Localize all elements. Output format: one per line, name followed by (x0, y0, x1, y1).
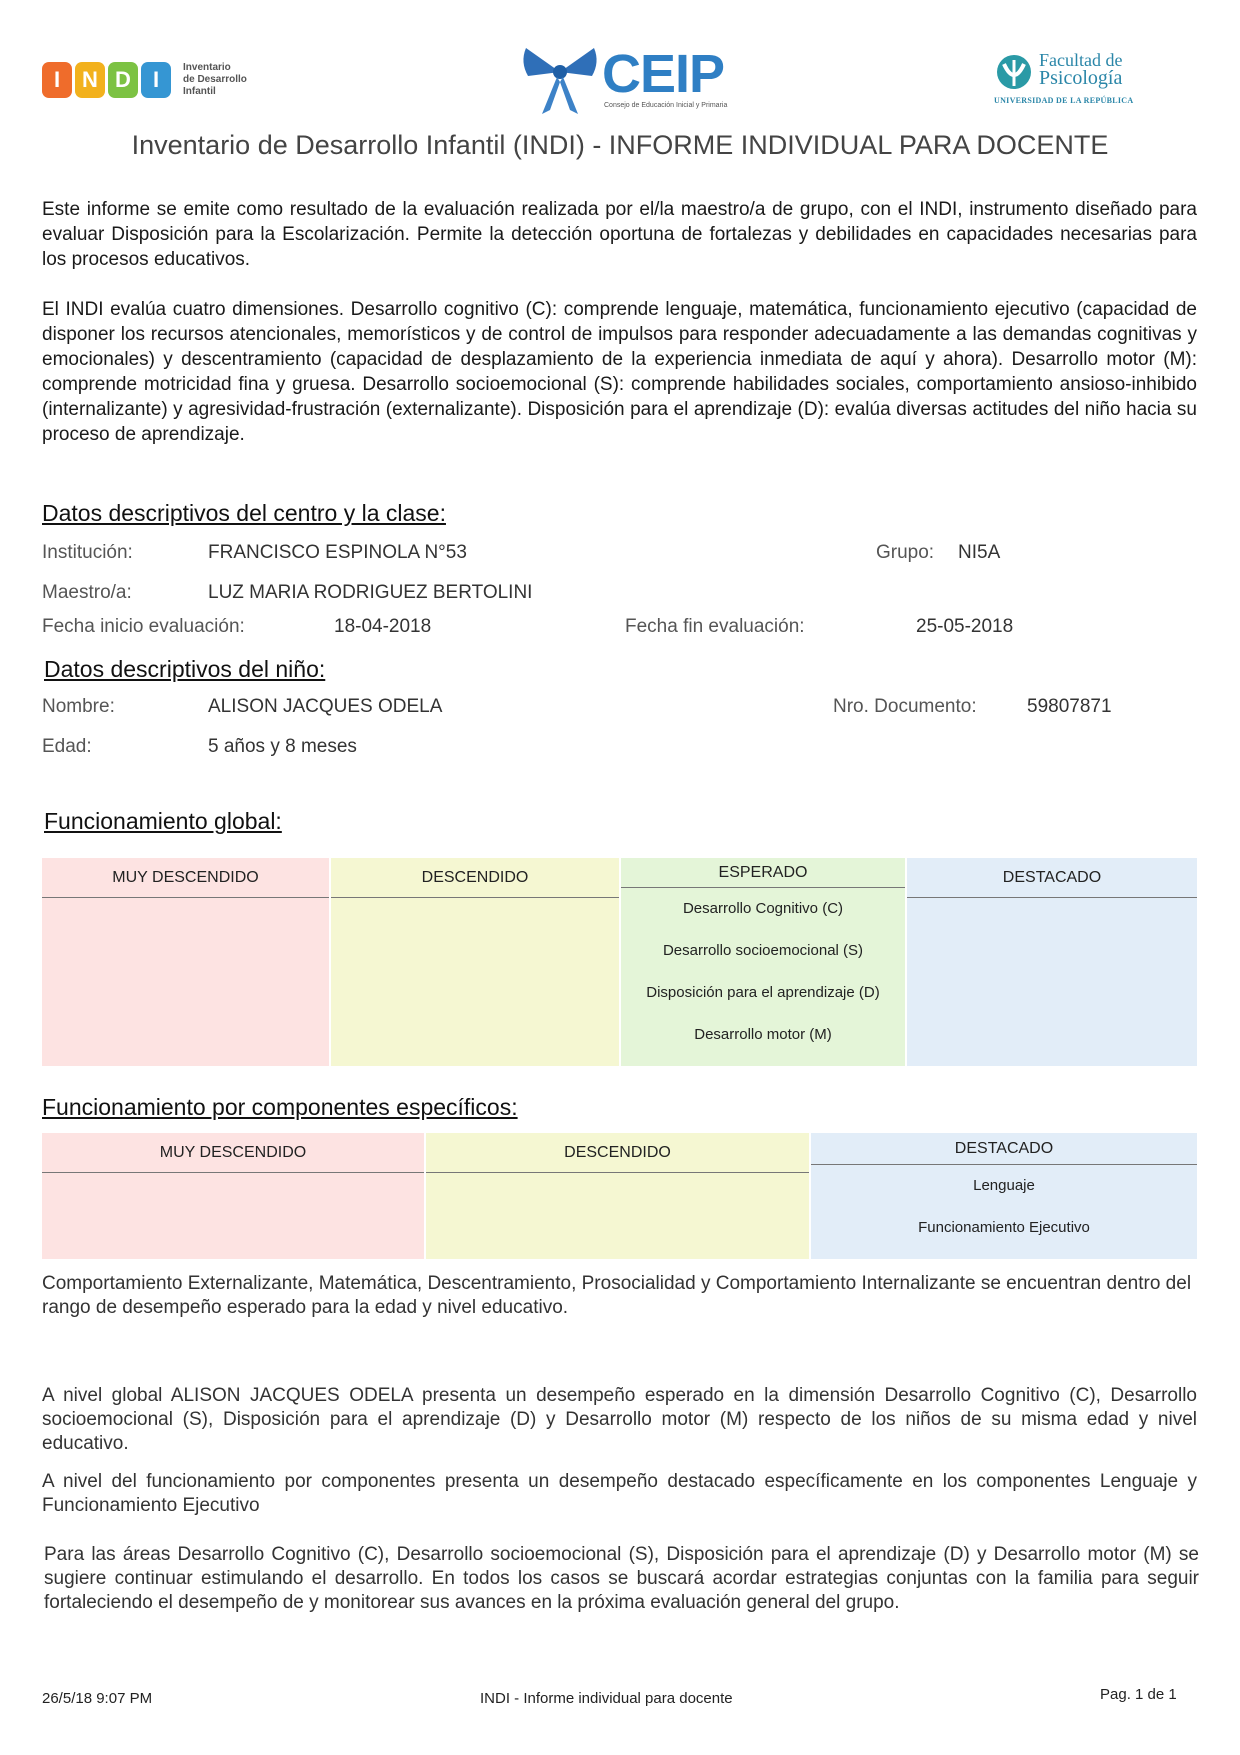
psicologia-subtitle: UNIVERSIDAD DE LA REPÚBLICA (994, 96, 1134, 105)
indi-tile: I (141, 62, 171, 98)
global-col-esperado (621, 858, 905, 1066)
documento-label: Nro. Documento: (833, 696, 977, 717)
footer-page: Pag. 1 de 1 (1100, 1686, 1177, 1703)
global-heading: Funcionamiento global: (44, 808, 282, 834)
institucion-label: Institución: (42, 542, 133, 563)
global-item: Desarrollo socioemocional (S) (662, 942, 864, 959)
centro-heading: Datos descriptivos del centro y la clase: (42, 500, 446, 526)
comp-col-body (426, 1173, 809, 1259)
comp-col-header: MUY DESCENDIDO (42, 1133, 424, 1173)
footer-center: INDI - Informe individual para docente (480, 1690, 733, 1707)
nino-heading: Datos descriptivos del niño: (44, 656, 326, 682)
global-item: Desarrollo Cognitivo (C) (682, 900, 844, 917)
documento-value: 59807871 (1027, 696, 1112, 717)
global-col-body (621, 888, 905, 1066)
ceip-wordmark: CEIP (602, 44, 725, 104)
comp-col-destacado (811, 1133, 1197, 1259)
conclusion-componentes: A nivel del funcionamiento por componentes presenta un desempeño destacado específicamente en los componentes Lenguaje y Funcionamiento Ejecutivo (42, 1471, 1197, 1516)
global-col-header: DESTACADO (907, 858, 1197, 898)
maestro-value: LUZ MARIA RODRIGUEZ BERTOLINI (208, 582, 533, 603)
ceip-bow-icon (520, 42, 600, 118)
indi-subtitle-line: Inventario (183, 62, 231, 73)
footer-datetime: 26/5/18 9:07 PM (42, 1690, 153, 1707)
ceip-subtitle: Consejo de Educación Inicial y Primaria (604, 102, 728, 109)
fecha-inicio-label: Fecha inicio evaluación: (42, 616, 245, 637)
psicologia-emblem-icon (994, 52, 1034, 92)
global-col-body (42, 898, 329, 1066)
indi-tile: D (108, 62, 138, 98)
conclusion-global: A nivel global ALISON JACQUES ODELA presenta un desempeño esperado en la dimensión Desarrollo Cognitivo (C), Desarrollo socioemocional (S), Disposición para el aprendizaje (D) y Desarrollo motor (M) respecto de los niños de su misma edad y nivel educativo. (42, 1385, 1197, 1454)
global-col-header: MUY DESCENDIDO (42, 858, 329, 898)
psicologia-logo (994, 50, 1144, 110)
comp-col-muy-descendido (42, 1133, 424, 1259)
comp-item: Lenguaje (973, 1177, 1035, 1194)
nombre-label: Nombre: (42, 696, 115, 717)
intro-paragraph: Este informe se emite como resultado de la evaluación realizada por el/la maestro/a de grupo, con el INDI, instrumento diseñado para evaluar Disposición para la Escolarización. Permite la detección oportuna de fortalezas y debilidades en capacidades necesarias para los procesos educativos. (42, 199, 1197, 270)
edad-label: Edad: (42, 736, 92, 757)
grupo-value: NI5A (958, 542, 1001, 563)
fecha-inicio-value: 18-04-2018 (334, 616, 432, 637)
conclusion-recomendaciones: Para las áreas Desarrollo Cognitivo (C), Desarrollo socioemocional (S), Disposición para el aprendizaje (D) y Desarrollo motor (M) se sugiere continuar estimulando el desarrollo. En todos los casos se buscará acordar estrategias conjuntas con la familia para seguir fortaleciendo el desempeño de y monitorear sus avances en la próxima evaluación general del grupo. (44, 1544, 1199, 1613)
global-col-body (331, 898, 619, 1066)
global-table (42, 858, 1197, 1066)
grupo-label: Grupo: (876, 542, 935, 563)
psicologia-line2: Psicología (1039, 67, 1123, 89)
global-item: Desarrollo motor (M) (694, 1026, 832, 1043)
comp-item: Funcionamiento Ejecutivo (918, 1219, 1090, 1236)
global-col-body (907, 898, 1197, 1066)
document-title: Inventario de Desarrollo Infantil (INDI) - INFORME INDIVIDUAL PARA DOCENTE (131, 130, 1109, 160)
fecha-fin-value: 25-05-2018 (916, 616, 1014, 637)
global-col-header: DESCENDIDO (331, 858, 619, 898)
global-item: Disposición para el aprendizaje (D) (646, 984, 880, 1001)
comp-col-body (42, 1173, 424, 1259)
indi-subtitle-line: de Desarrollo (183, 74, 247, 85)
global-col-descendido (331, 858, 619, 1066)
comp-col-header: DESTACADO (811, 1133, 1197, 1165)
indi-logo-tiles (42, 62, 171, 98)
componentes-heading: Funcionamiento por componentes específicos: (42, 1094, 518, 1120)
componentes-note: Comportamiento Externalizante, Matemática, Descentramiento, Prosocialidad y Comportamiento Internalizante se encuentran dentro del rango de desempeño esperado para la edad y nivel educativo. (42, 1273, 1192, 1318)
maestro-label: Maestro/a: (42, 582, 132, 603)
comp-col-body (811, 1165, 1197, 1259)
psicologia-line1: Facultad de (1039, 50, 1123, 70)
indi-tile: I (42, 62, 72, 98)
global-col-muy-descendido (42, 858, 329, 1066)
indi-subtitle-line: Infantil (183, 86, 216, 97)
comp-col-header: DESCENDIDO (426, 1133, 809, 1173)
edad-value: 5 años y 8 meses (208, 736, 357, 757)
ceip-logo (520, 42, 735, 118)
componentes-table (42, 1133, 1197, 1259)
intro-paragraph: El INDI evalúa cuatro dimensiones. Desarrollo cognitivo (C): comprende lenguaje, matemática, funcionamiento ejecutivo (capacidad de disponer los recursos atencionales, memorísticos y de control de impulsos para responder adecuadamente a las demandas cognitivas y emocionales) y descentramiento (capacidad de desplazamiento de la experiencia inmediata de aquí y ahora). Desarrollo motor (M): comprende motricidad fina y gruesa. Desarrollo socioemocional (S): comprende habilidades sociales, comportamiento ansioso-inhibido (internalizante) y agresividad-frustración (externalizante). Disposición para el aprendizaje (D): evalúa diversas actitudes del niño hacia su proceso de aprendizaje. (42, 299, 1197, 445)
institucion-value: FRANCISCO ESPINOLA N°53 (208, 542, 467, 563)
indi-logo (42, 56, 262, 104)
comp-col-descendido (426, 1133, 809, 1259)
global-col-header: ESPERADO (621, 858, 905, 888)
fecha-fin-label: Fecha fin evaluación: (625, 616, 805, 637)
indi-logo-subtitle (183, 62, 253, 98)
indi-tile: N (75, 62, 105, 98)
global-col-destacado (907, 858, 1197, 1066)
nombre-value: ALISON JACQUES ODELA (208, 696, 443, 717)
